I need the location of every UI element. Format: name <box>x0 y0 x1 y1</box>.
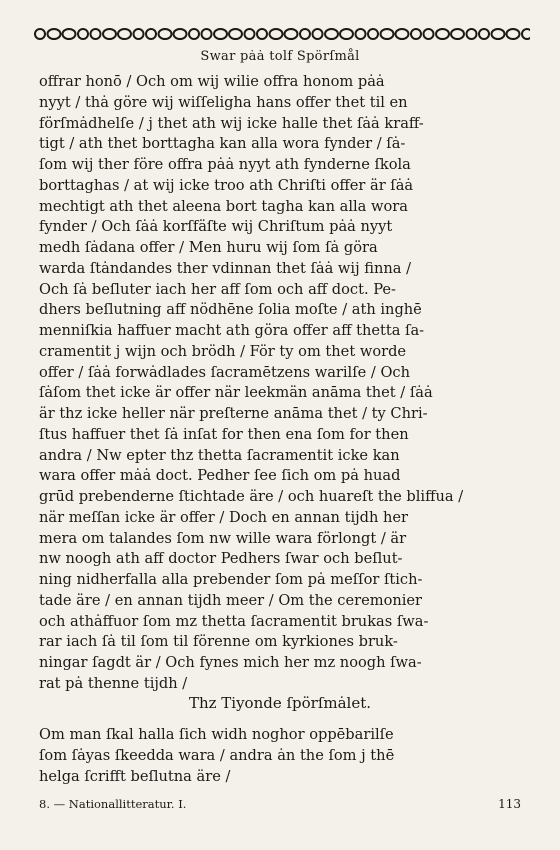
body-text <box>39 72 521 695</box>
text-line: mera om talandes ſom nw wille wara förlongt / är <box>39 529 407 547</box>
text-line: offer / ſȧȧ forwȧdlades ſacramētzens warilſe / Och <box>39 363 410 381</box>
text-line: när meſſan icke är offer / Doch en annan tijdh her <box>39 508 409 526</box>
text-line: grūd prebenderne ſtichtade äre / och huareſt the bliffua / <box>39 488 464 505</box>
text-line: Om man ſkal halla ſich widh noghor oppēbarilſe <box>39 726 394 743</box>
text-line: ſom ſȧyas ſkeedda wara / andra ȧn the ſom j thē <box>39 746 395 764</box>
section-text <box>39 725 521 787</box>
text-line: nw noogh ath aff doctor Pedhers ſwar och beſlut- <box>39 550 403 568</box>
text-line: ning nidherfalla alla prebender ſom pȧ meſſor ſtich- <box>39 571 423 588</box>
text-line: cramentit j wijn och brödh / För ty om thet worde <box>39 342 407 360</box>
text-line: helga ſcrifft beſlutna äre / <box>39 767 231 785</box>
text-line: menniſkia haffuer macht ath göra offer aff thetta ſa- <box>39 322 425 339</box>
text-line: borttaghas / at wij icke troo ath Chriſti offer är ſȧȧ <box>39 176 414 194</box>
running-head: Swar pȧȧ tolf Spörſmål <box>200 49 360 64</box>
text-line: dhers beſlutning aff nödhēne ſolia moſte / ath inghē <box>39 301 422 319</box>
text-line: nyyt / thȧ göre wij wiſſeligha hans offer thet til en <box>39 93 408 111</box>
text-line: mechtigt ath thet aleena bort tagha kan alla wora <box>39 197 408 215</box>
text-line: är thz icke heller när preſterne anāma thet / ty Chri- <box>39 405 428 422</box>
text-line: medh ſȧdana offer / Men huru wij ſom ſȧ göra <box>39 239 378 256</box>
text-line: ſom wij ther före offra pȧȧ nyyt ath fynderne ſkola <box>39 156 411 173</box>
text-line: förſmȧdhelſe / j thet ath wij icke halle thet ſȧȧ kraff- <box>39 114 424 132</box>
text-line: tigt / ath thet borttagha kan alla wora fynder / ſȧ- <box>39 135 406 153</box>
text-line: wara offer mȧȧ doct. Pedher ſee ſich om pȧ huad <box>39 467 401 485</box>
text-line: och athȧffuor ſom mz thetta ſacramentit brukas ſwa- <box>39 612 429 630</box>
text-line: Och ſȧ beſluter iach her aff ſom och aff doct. Pe- <box>39 280 396 298</box>
text-line: warda ſtȧndandes ther vdinnan thet ſȧȧ wij finna / <box>39 259 412 277</box>
text-line: fynder / Och ſȧȧ korſfäſte wij Chriſtum pȧȧ nyyt <box>39 218 393 236</box>
text-line: rar iach ſȧ til ſom til förenne om kyrkiones bruk- <box>39 633 398 651</box>
text-line: offrar honō / Och om wij wilie offra honom pȧȧ <box>39 73 385 90</box>
section-heading: Thz Tiyonde ſpörſmȧlet. <box>188 694 372 712</box>
text-line: rat pȧ thenne tijdh / <box>39 674 188 692</box>
header-ornament <box>30 26 530 42</box>
text-line: ſȧſom thet icke är offer när leekmän anāma thet / ſȧȧ <box>39 384 433 402</box>
text-line: tade äre / en annan tijdh meer / Om the ceremonier <box>39 591 423 609</box>
page-number: 113 <box>498 797 521 811</box>
text-line: ſtus haffuer thet ſȧ inſat for then ena ſom for then <box>39 425 409 443</box>
text-line: ningar ſagdt är / Och fynes mich her mz noogh ſwa- <box>39 654 422 671</box>
footer-signature: 8. — Nationallitteratur. I. <box>39 797 187 811</box>
text-line: andra / Nw epter thz thetta ſacramentit icke kan <box>39 446 400 464</box>
